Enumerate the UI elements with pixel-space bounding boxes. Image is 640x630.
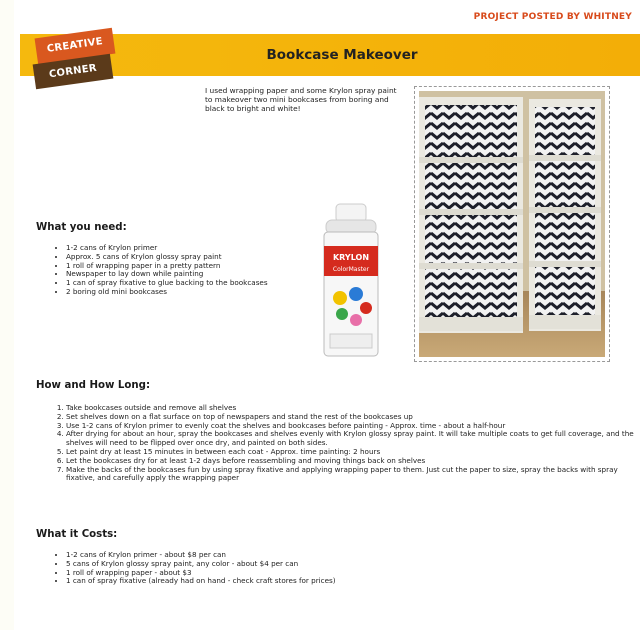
badge-top: CREATIVE (35, 28, 116, 65)
section-costs (36, 529, 117, 540)
steps-list (36, 404, 638, 483)
page-title: Bookcase Makeover (266, 47, 418, 63)
list-item: 3. Use 1-2 cans of Krylon primer to evenly coat the shelves and bookcases before painting - Approx. time - about a half-hour (66, 422, 638, 431)
list-item: 7. Make the backs of the bookcases fun by using spray fixative and applying wrapping paper to them. Just cut the paper to size, spray the backs with spray fixative, and carefully apply the wrapping paper (66, 466, 638, 484)
list-item: • 1 roll of wrapping paper - about $3 (66, 569, 626, 578)
section-heading: How and How Long: (36, 380, 151, 391)
materials-list (36, 244, 306, 297)
intro-text: I used wrapping paper and some Krylon spray paint to makeover two mini bookcases from boring and black to bright and white! (205, 86, 397, 114)
list-item: • Approx. 5 cans of Krylon glossy spray paint (66, 253, 306, 262)
list-item: • 1 roll of wrapping paper in a pretty pattern (66, 262, 306, 271)
section-heading: What you need: (36, 222, 127, 233)
posted-by: PROJECT POSTED BY WHITNEY (473, 12, 632, 22)
section-what-you-need (36, 222, 127, 233)
can-brand: KRYLON (332, 253, 370, 262)
list-item: • 1-2 cans of Krylon primer - about $8 per can (66, 551, 626, 560)
list-item: 5. Let paint dry at least 15 minutes in between each coat - Approx. time painting: 2 hours (66, 448, 638, 457)
list-item: • 1 can of spray fixative to glue backing to the bookcases (66, 279, 306, 288)
bookcase-photo-frame (414, 86, 610, 362)
list-item: • 2 boring old mini bookcases (66, 288, 306, 297)
section-heading: What it Costs: (36, 529, 118, 540)
list-item: 1. Take bookcases outside and remove all shelves (66, 404, 638, 413)
list-item: • 1 can of spray fixative (already had on hand - check craft stores for prices) (66, 577, 626, 586)
costs-list (36, 551, 626, 586)
can-line: ColorMaster (332, 266, 370, 273)
bookcase-illustration (419, 91, 605, 357)
list-item: 4. After drying for about an hour, spray the bookcases and shelves evenly with Krylon glossy spray paint. It will take multiple coats to get full coverage, and the shelves will need to be flipped over once dry, and painted on both sides. (66, 430, 638, 448)
list-item: 6. Let the bookcases dry for at least 1-2 days before reassembling and moving things back on shelves (66, 457, 638, 466)
list-item: 2. Set shelves down on a flat surface on top of newspapers and stand the rest of the bookcases up (66, 413, 638, 422)
section-how-long (36, 380, 150, 391)
badge-bottom: CORNER (33, 54, 114, 90)
bookcase-photo (419, 91, 605, 357)
list-item: • 1-2 cans of Krylon primer (66, 244, 306, 253)
spray-can-image (310, 200, 392, 360)
list-item: • 5 cans of Krylon glossy spray paint, any color - about $4 per can (66, 560, 626, 569)
list-item: • Newspaper to lay down while painting (66, 270, 306, 279)
